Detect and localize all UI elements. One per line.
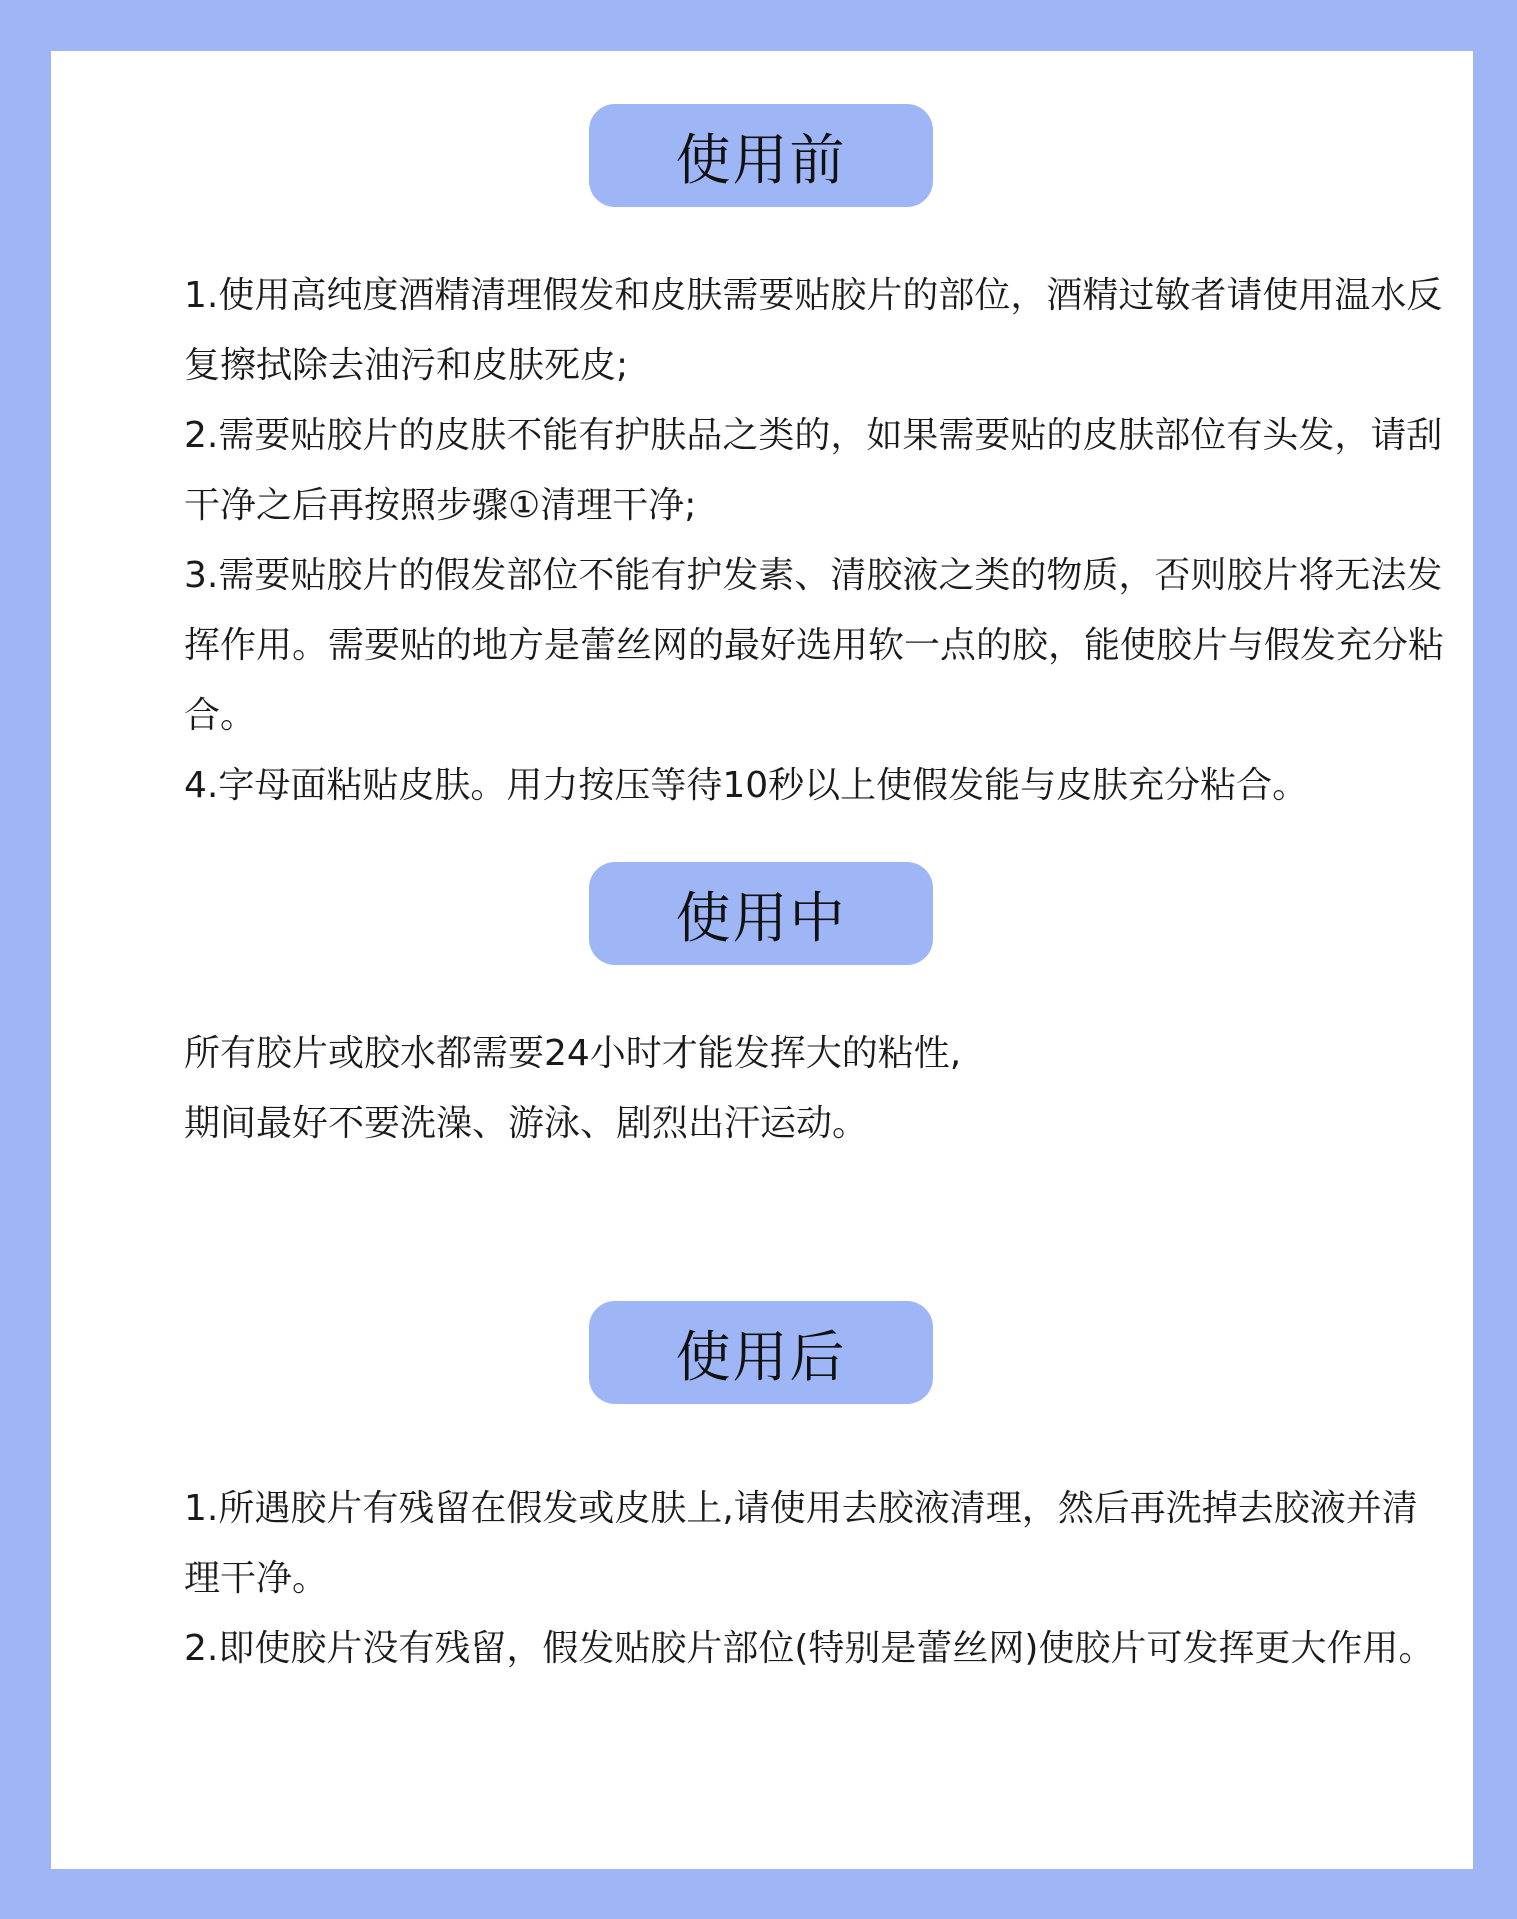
section-title-after-use: 使用后 [675,1325,847,1389]
instruction-paragraph: 2.即使胶片没有残留，假发贴胶片部位(特别是蕾丝网)使胶片可发挥更大作用。 [184,1628,1435,1669]
instruction-paragraph: 3.需要贴胶片的假发部位不能有护发素、清胶液之类的物质，否则胶片将无法发挥作用。需要贴的地方是蕾丝网的最好选用软一点的胶，能使胶片与假发充分粘合。 [184,555,1445,736]
section-body-after-use [184,1474,1444,1684]
section-header-during-use [589,862,933,965]
section-header-before-use [589,104,933,207]
instruction-line: 期间最好不要洗澡、游泳、剧烈出汗运动。 [184,1103,869,1144]
instruction-paragraph: 1.所遇胶片有残留在假发或皮肤上,请使用去胶液清理，然后再洗掉去胶液并清理干净。 [184,1488,1418,1599]
content-card [51,51,1473,1869]
section-body-before-use [184,261,1444,821]
instruction-paragraph: 4.字母面粘贴皮肤。用力按压等待10秒以上使假发能与皮肤充分粘合。 [184,765,1309,806]
section-body-during-use [184,1019,1444,1159]
section-title-during-use: 使用中 [675,886,847,950]
instruction-paragraph: 2.需要贴胶片的皮肤不能有护肤品之类的，如果需要贴的皮肤部位有头发，请刮干净之后再按照步骤①清理干净; [184,415,1443,526]
section-header-after-use [589,1301,933,1404]
section-title-before-use: 使用前 [675,128,847,192]
instruction-paragraph: 1.使用高纯度酒精清理假发和皮肤需要贴胶片的部位，酒精过敏者请使用温水反复擦拭除去油污和皮肤死皮; [184,275,1443,386]
instruction-line: 所有胶片或胶水都需要24小时才能发挥大的粘性, [184,1033,962,1074]
